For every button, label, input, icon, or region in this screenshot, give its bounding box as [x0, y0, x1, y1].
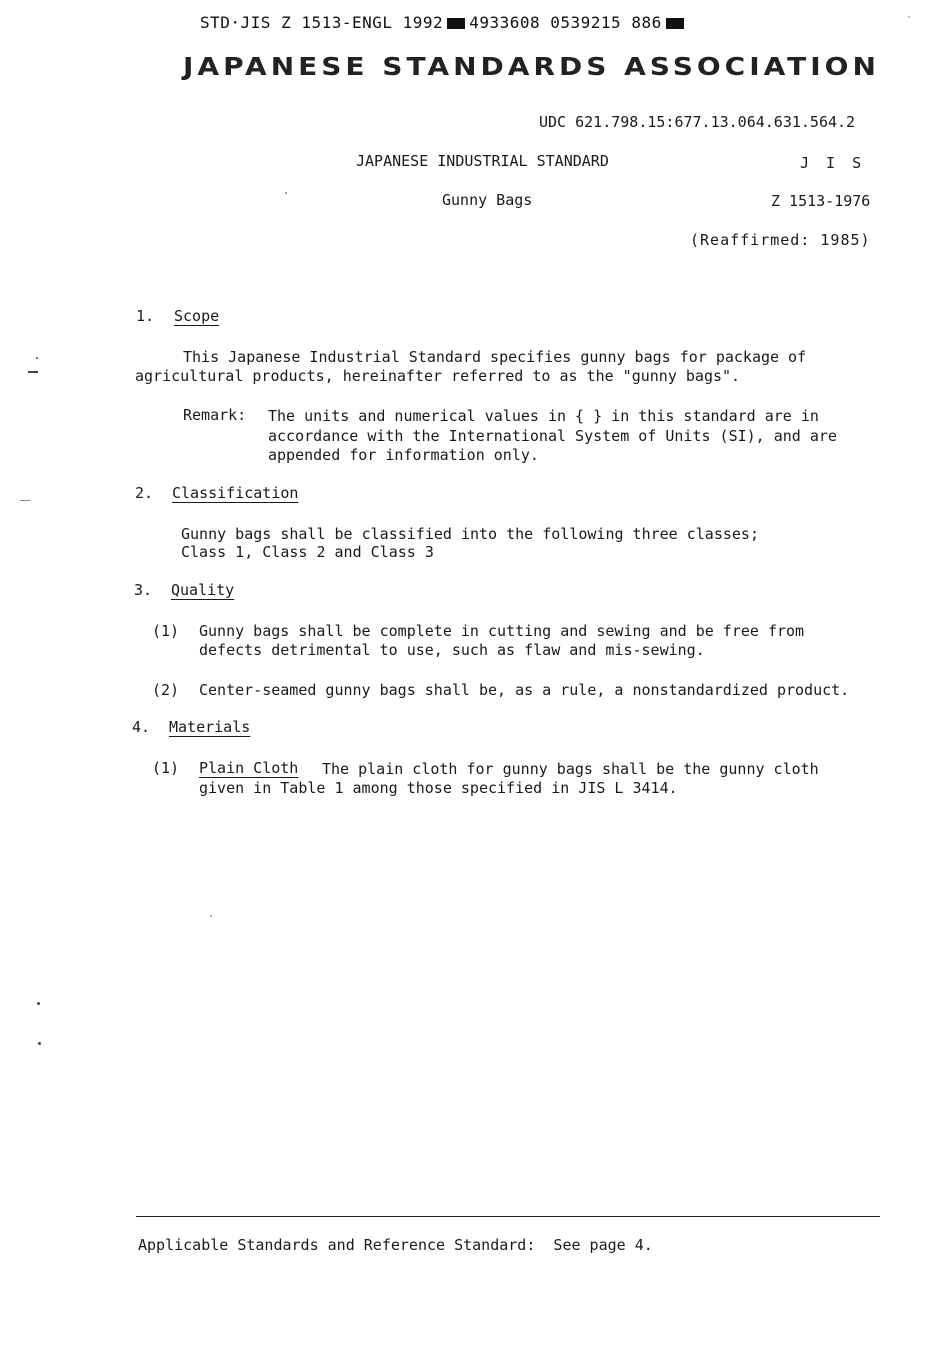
section-1-text-line: This Japanese Industrial Standard specifies gunny bags for package of — [183, 348, 807, 366]
document-code-prefix: STD·JIS Z 1513-ENGL 1992 — [200, 13, 444, 32]
scan-mark — [38, 1042, 41, 1045]
footer-divider — [136, 1216, 880, 1217]
scan-mark — [20, 500, 30, 501]
scan-mark — [28, 371, 38, 373]
udc-code: UDC 621.798.15:677.13.064.631.564.2 — [539, 113, 856, 131]
item-title: Plain Cloth — [199, 759, 299, 777]
section-3-heading: Quality — [171, 581, 235, 599]
remark-text-line: The units and numerical values in { } in this standard are in — [268, 407, 819, 425]
document-code-line — [200, 13, 688, 32]
section-2-heading: Classification — [172, 484, 299, 502]
section-3-item-text-line: Gunny bags shall be complete in cutting and sewing and be free from — [199, 622, 805, 640]
item-number: (2) — [152, 681, 180, 699]
section-4-number: 4. — [132, 718, 151, 736]
section-1-number: 1. — [136, 307, 155, 325]
section-3-item-text-line: Center-seamed gunny bags shall be, as a rule, a nonstandardized product. — [199, 681, 850, 699]
standard-label: JAPANESE INDUSTRIAL STANDARD — [356, 152, 609, 170]
standard-number: Z 1513-1976 — [771, 192, 871, 210]
section-1-text-line: agricultural products, hereinafter referred to as the "gunny bags". — [135, 367, 741, 385]
scan-mark — [37, 1002, 40, 1005]
scan-mark — [210, 915, 212, 917]
scan-mark — [908, 16, 910, 18]
scan-mark — [285, 192, 287, 194]
section-4-item-text-line: given in Table 1 among those specified in JIS L 3414. — [199, 779, 678, 797]
remark-text-line: appended for information only. — [268, 446, 539, 464]
section-1-heading: Scope — [174, 307, 220, 325]
item-number: (1) — [152, 759, 180, 777]
reaffirmed-note: (Reaffirmed: 1985) — [690, 231, 871, 249]
jis-mark: J I S — [800, 154, 866, 172]
item-number: (1) — [152, 622, 180, 640]
section-3-item-text-line: defects detrimental to use, such as flaw and mis-sewing. — [199, 641, 705, 659]
section-2-text-line: Gunny bags shall be classified into the following three classes; — [181, 525, 759, 543]
footer-note: Applicable Standards and Reference Standard: See page 4. — [138, 1236, 653, 1254]
scan-mark — [36, 357, 38, 359]
section-2-text-line: Class 1, Class 2 and Class 3 — [181, 543, 434, 561]
remark-label: Remark: — [183, 406, 247, 424]
section-2-number: 2. — [135, 484, 154, 502]
redaction-block-icon — [447, 18, 465, 29]
redaction-block-icon — [666, 18, 684, 29]
section-4-item-text-line: The plain cloth for gunny bags shall be the gunny cloth — [322, 760, 819, 778]
section-3-number: 3. — [134, 581, 153, 599]
section-4-heading: Materials — [169, 718, 251, 736]
document-title: Gunny Bags — [442, 191, 533, 209]
publisher-banner: JAPANESE STANDARDS ASSOCIATION — [183, 51, 880, 82]
document-code-mid: 4933608 0539215 886 — [469, 13, 662, 32]
remark-text-line: accordance with the International System of Units (SI), and are — [268, 427, 837, 445]
